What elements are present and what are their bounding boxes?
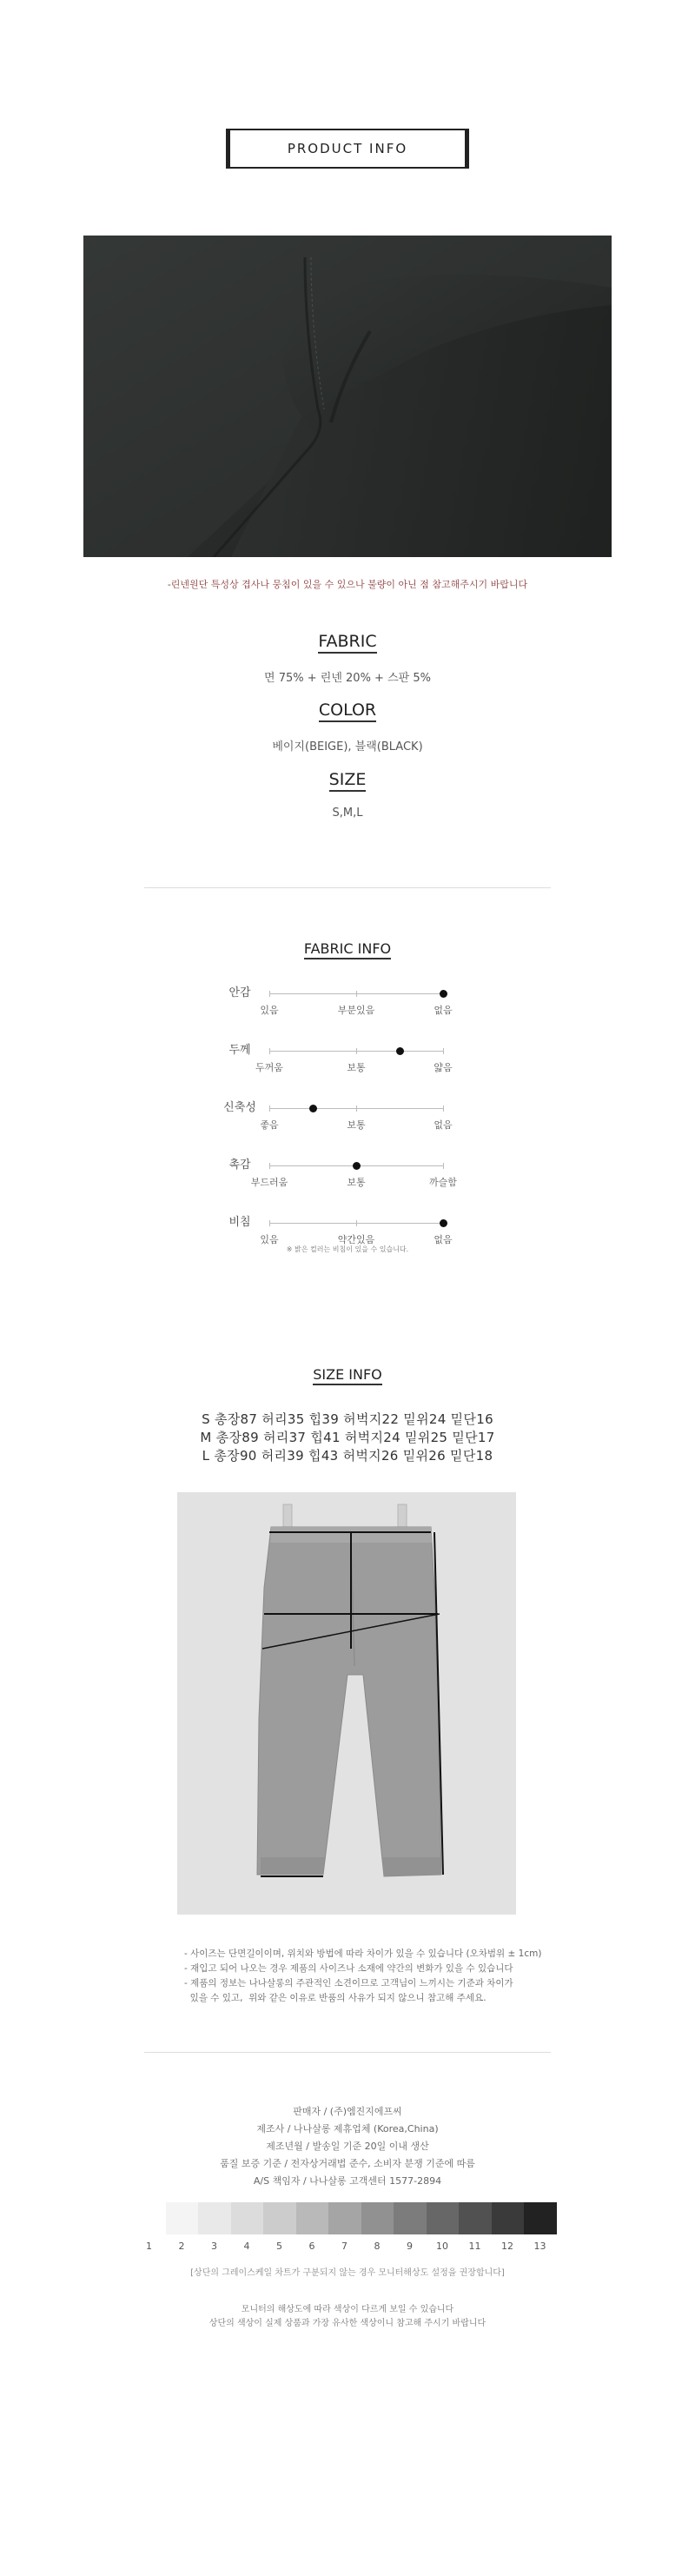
fabric-row-option: 보통 — [347, 1119, 366, 1131]
fabric-row-tick — [269, 1220, 270, 1226]
fabric-row-option: 까슬함 — [429, 1177, 457, 1188]
fabric-row-tick — [269, 1105, 270, 1112]
size-note-item: 있을 수 있고, 위와 같은 이유로 반품의 사유가 되지 않으니 참고해 주세요. — [184, 1993, 486, 2003]
grayscale-number: 7 — [341, 2241, 348, 2252]
fabric-closeup-photo — [83, 236, 612, 557]
fabric-row-option: 있음 — [260, 1005, 279, 1016]
size-note-item: - 재입고 되어 나오는 경우 제품의 사이즈나 소재에 약간의 변화가 있을 수 있습니다 — [184, 1963, 513, 1974]
fabric-row-marker — [309, 1105, 317, 1112]
grayscale-swatch — [166, 2202, 199, 2234]
grayscale-number: 11 — [468, 2241, 481, 2252]
pants-image — [177, 1492, 516, 1915]
seller-info-line: 품질 보증 기준 / 전자상거래법 준수, 소비자 분쟁 기준에 따름 — [220, 2158, 475, 2169]
size-row-l: L 총장90 허리39 힙43 허벅지26 밑위26 밑단18 — [202, 1448, 493, 1464]
grayscale-caption: [상단의 그레이스케일 차트가 구분되지 않는 경우 모니터해상도 설정을 권장합니다] — [190, 2268, 505, 2278]
fabric-row-label: 비침 — [228, 1216, 251, 1229]
fabric-row-tick — [269, 1163, 270, 1169]
size-note-item: - 제품의 정보는 나나살롱의 주관적인 소견이므로 고객님이 느끼시는 기준과 차이가 — [184, 1978, 513, 1988]
fabric-row-marker — [440, 1219, 447, 1227]
fabric-row-tick — [269, 991, 270, 997]
grayscale-swatch — [492, 2202, 525, 2234]
grayscale-number: 12 — [501, 2241, 513, 2252]
fabric-row-option: 없음 — [434, 1119, 453, 1131]
fabric-row-label: 안감 — [228, 986, 251, 999]
size-info-title: SIZE INFO — [0, 1366, 695, 1383]
fabric-row-option: 좋음 — [260, 1119, 279, 1131]
page-title-text: PRODUCT INFO — [287, 141, 408, 156]
page-title — [226, 129, 469, 169]
grayscale-swatch — [198, 2202, 231, 2234]
size-row-m: M 총장89 허리37 힙41 허벅지24 밑위25 밑단17 — [200, 1430, 495, 1445]
divider — [144, 2052, 551, 2053]
monitor-note: 상단의 색상이 실제 상품과 가장 유사한 색상이니 참고해 주시기 바랍니다 — [208, 2319, 486, 2328]
fabric-row-option: 부드러움 — [250, 1177, 288, 1188]
fabric-row-option: 없음 — [434, 1234, 453, 1245]
fabric-row-option: 얇음 — [434, 1062, 453, 1073]
grayscale-swatch — [263, 2202, 296, 2234]
fabric-row-tick — [356, 1220, 357, 1226]
fabric-row-option: 없음 — [434, 1005, 453, 1016]
grayscale-swatch — [296, 2202, 329, 2234]
fabric-row-option: 약간있음 — [337, 1234, 375, 1245]
fabric-row-tick — [269, 1048, 270, 1054]
grayscale-number: 10 — [436, 2241, 448, 2252]
grayscale-swatch — [133, 2202, 166, 2234]
fabric-row-marker — [353, 1162, 361, 1170]
fabric-row-label: 신축성 — [223, 1101, 256, 1114]
fabric-row-option: 두꺼움 — [255, 1062, 283, 1073]
grayscale-number: 9 — [407, 2241, 413, 2252]
seller-info-line: 제조사 / 나나살롱 제휴업체 (Korea,China) — [256, 2123, 439, 2134]
size-notes — [184, 1947, 549, 2006]
grayscale-number: 5 — [276, 2241, 282, 2252]
size-row-s: S 총장87 허리35 힙39 허벅지22 밑위24 밑단16 — [202, 1411, 493, 1427]
fabric-row-option: 보통 — [347, 1177, 366, 1188]
fabric-row-marker — [440, 990, 447, 998]
pants-measurement-photo — [177, 1492, 516, 1915]
fabric-row-tick — [443, 1105, 444, 1112]
fabric-row-tick — [443, 1163, 444, 1169]
grayscale-swatch — [524, 2202, 557, 2234]
color-heading: COLOR — [0, 700, 695, 720]
grayscale-swatch — [328, 2202, 361, 2234]
fabric-info-note: ※ 밝은 컬러는 비침이 있을 수 있습니다. — [286, 1245, 409, 1253]
fabric-row-option: 있음 — [260, 1234, 279, 1245]
fabric-row-tick — [443, 1048, 444, 1054]
grayscale-number: 13 — [533, 2241, 546, 2252]
fabric-row-option: 부분있음 — [337, 1005, 375, 1016]
fabric-row-tick — [356, 1048, 357, 1054]
fabric-row-label: 촉감 — [228, 1159, 251, 1172]
fabric-heading: FABRIC — [0, 632, 695, 651]
grayscale-swatch — [394, 2202, 427, 2234]
grayscale-swatch — [361, 2202, 394, 2234]
divider — [144, 887, 551, 888]
fabric-row-marker — [396, 1047, 404, 1055]
grayscale-number: 8 — [374, 2241, 381, 2252]
grayscale-number: 2 — [178, 2241, 185, 2252]
fabric-caption: -린넨원단 특성상 겹사나 뭉침이 있을 수 있으나 불량이 아닌 점 참고해주시기 바랍니다 — [167, 579, 528, 590]
grayscale-swatch — [231, 2202, 264, 2234]
seller-info-line: 제조년월 / 발송일 기준 20일 이내 생산 — [266, 2141, 429, 2152]
fabric-row-tick — [356, 991, 357, 997]
grayscale-number: 3 — [211, 2241, 217, 2252]
size-note-item: - 사이즈는 단면길이이며, 위치와 방법에 따라 차이가 있을 수 있습니다 (오차범위 ± 1cm) — [184, 1949, 542, 1959]
seller-info-line: A/S 책임자 / 나나살롱 고객센터 1577-2894 — [253, 2175, 442, 2187]
size-value: S,M,L — [332, 807, 363, 820]
fabric-row-option: 보통 — [347, 1062, 366, 1073]
grayscale-number: 6 — [308, 2241, 315, 2252]
grayscale-number: 4 — [243, 2241, 250, 2252]
grayscale-swatch — [427, 2202, 460, 2234]
seller-info-line: 판매자 / (주)엠진지에프씨 — [293, 2106, 402, 2117]
size-heading: SIZE — [0, 770, 695, 789]
grayscale-number: 1 — [146, 2241, 152, 2252]
fabric-info-title: FABRIC INFO — [0, 940, 695, 957]
monitor-note: 모니터의 해상도에 따라 색상이 다르게 보일 수 있습니다 — [241, 2305, 454, 2314]
fabric-value: 면 75% + 린넨 20% + 스판 5% — [264, 672, 431, 685]
fabric-row-tick — [356, 1105, 357, 1112]
fabric-row-label: 두께 — [228, 1044, 251, 1057]
seller-info — [0, 2103, 695, 2190]
fabric-closeup-image — [83, 236, 612, 557]
grayscale-swatch — [459, 2202, 492, 2234]
color-value: 베이지(BEIGE), 블랙(BLACK) — [272, 740, 423, 754]
